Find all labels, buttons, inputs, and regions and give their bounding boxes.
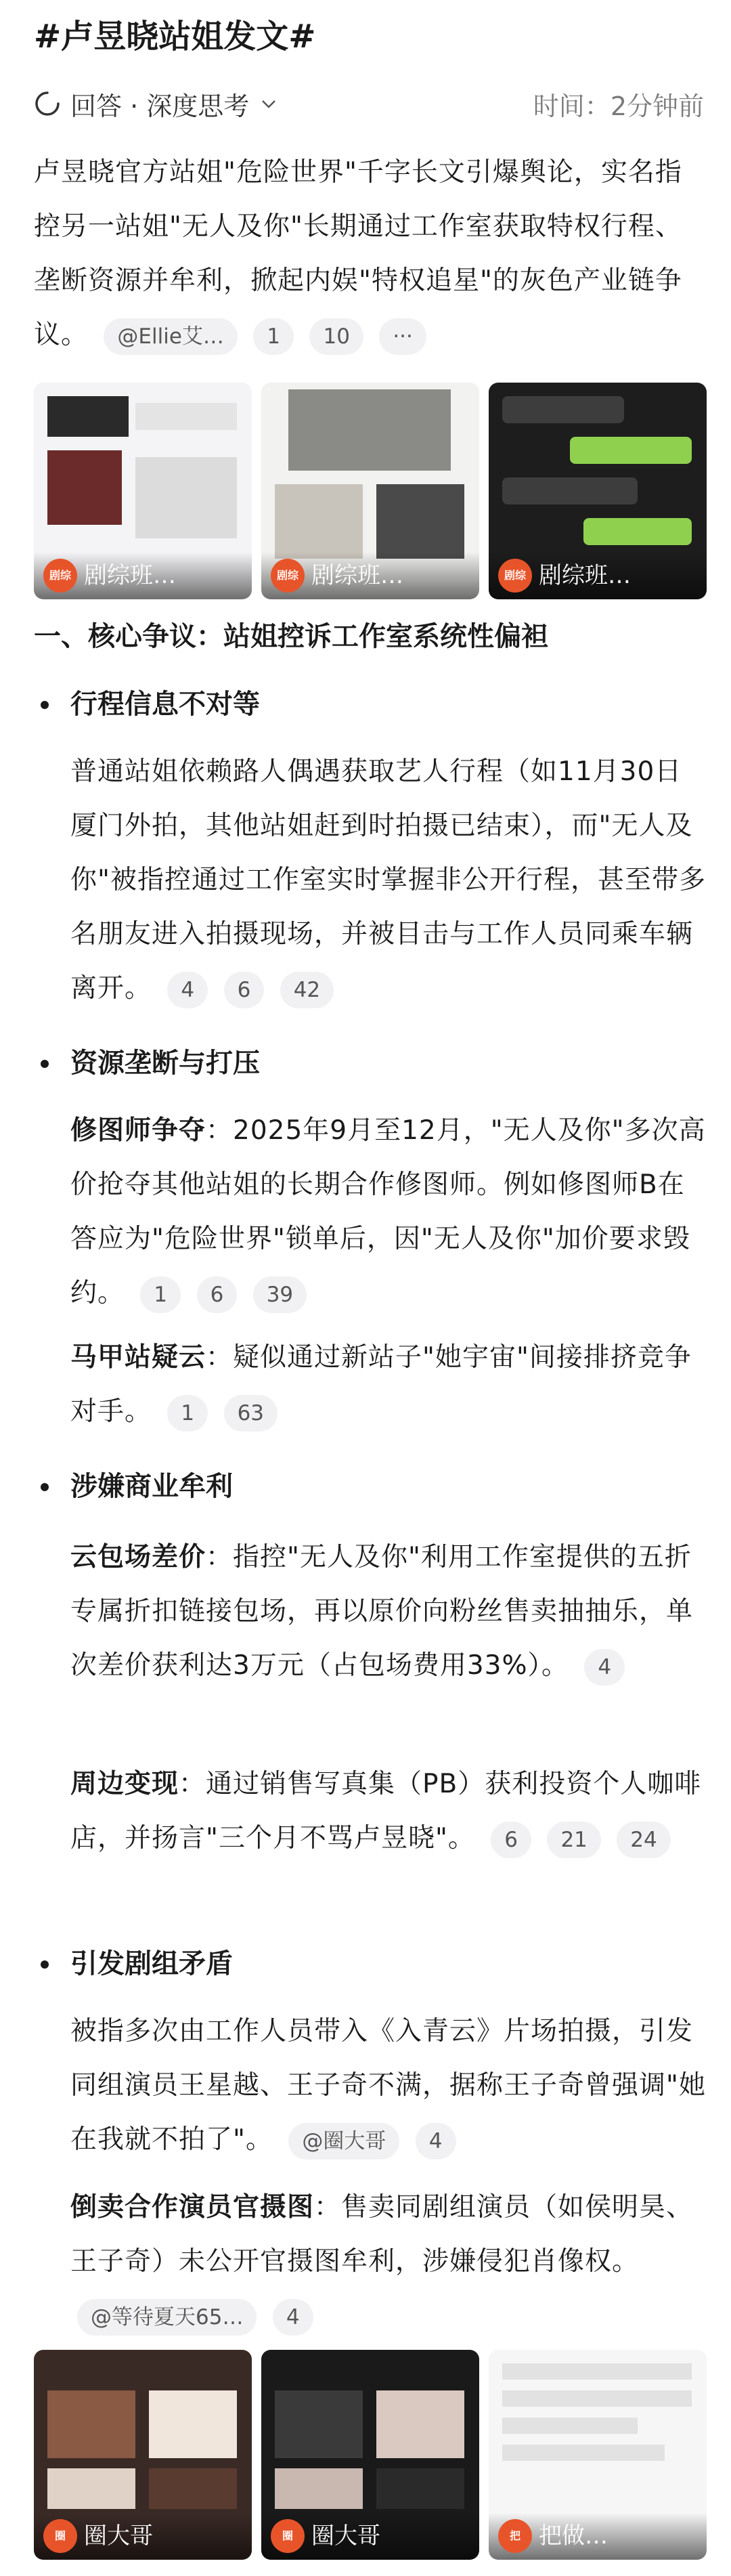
citation-chip[interactable]: 4 <box>167 972 208 1008</box>
source-avatar: 圈 <box>271 2519 305 2553</box>
citation-chip[interactable]: 10 <box>309 318 363 355</box>
citation-chip[interactable]: 4 <box>273 2299 313 2336</box>
citation-chip[interactable]: 4 <box>416 2123 456 2160</box>
bullet-paragraph: 修图师争夺：2025年9月至12月，"无人及你"多次高价抢夺其他站姐的长期合作修图师。例如修图师B在答应为"危险世界"锁单后，因"无人及你"加价要求毁约。 1 6 39 <box>70 1104 707 1321</box>
bullet-paragraph: 云包场差价：指控"无人及你"利用工作室提供的五折专属折扣链接包场，再以原价向粉丝售卖抽抽乐，单次差价获利达3万元（占包场费用33%）。 4 <box>70 1530 707 1693</box>
image-gallery <box>34 2350 731 2560</box>
timestamp: 时间：2分钟前 <box>533 91 704 121</box>
answer-mode-label[interactable]: 回答 · 深度思考 <box>70 91 250 121</box>
source-avatar: 剧综 <box>43 559 77 593</box>
more-chip[interactable]: ··· <box>379 318 426 355</box>
bullet-heading: 行程信息不对等 <box>41 681 260 728</box>
source-avatar: 把 <box>498 2519 532 2553</box>
citation-chip[interactable]: 6 <box>224 972 265 1008</box>
bullet-paragraph: 马甲站疑云：疑似通过新站子"她宇宙"间接排挤竞争对手。 1 63 <box>70 1331 707 1439</box>
bullet-paragraph: 被指多次由工作人员带入《入青云》片场拍摄，引发同组演员王星越、王子奇不满，据称王子奇曾强调"她在我就不拍了"。 @圈大哥 4 <box>70 2004 707 2167</box>
bullet-heading: 资源垄断与打压 <box>41 1039 260 1087</box>
gallery-thumbnail[interactable] <box>489 2350 707 2560</box>
chevron-down-icon[interactable] <box>259 93 279 114</box>
page-title: #卢昱晓站姐发文# <box>34 18 316 56</box>
thumbnail-source: 圈大哥 <box>84 2523 153 2550</box>
gallery-thumbnail[interactable] <box>34 2350 252 2560</box>
citation-chip[interactable]: 1 <box>140 1276 181 1313</box>
source-avatar: 圈 <box>43 2519 77 2553</box>
intro-paragraph: 卢昱晓官方站姐"危险世界"千字长文引爆舆论，实名指控另一站姐"无人及你"长期通过工作室获取特权行程、垄断资源并牟利，掀起内娱"特权追星"的灰色产业链争议。 @Ellie艾… 1 10 ··· <box>34 146 704 362</box>
loading-spinner-icon <box>34 90 61 117</box>
bullet-paragraph: 周边变现：通过销售写真集（PB）获利投资个人咖啡店，并扬言"三个月不骂卢昱晓"。 6 21 24 <box>70 1757 707 1866</box>
section-heading: 一、核心争议：站姐控诉工作室系统性偏袒 <box>34 621 548 652</box>
source-chip[interactable]: @等待夏天65… <box>77 2299 257 2336</box>
bullet-heading: 涉嫌商业牟利 <box>41 1463 233 1510</box>
gallery-thumbnail[interactable] <box>34 383 252 599</box>
answer-meta-bar <box>34 80 704 127</box>
citation-chip[interactable]: 1 <box>253 318 294 355</box>
source-avatar: 剧综 <box>498 559 532 593</box>
citation-chip[interactable]: 24 <box>617 1822 670 1858</box>
citation-chip[interactable]: 63 <box>224 1395 278 1432</box>
gallery-thumbnail[interactable] <box>489 383 707 599</box>
citation-chip[interactable]: 6 <box>197 1276 238 1313</box>
bullet-paragraph: 普通站姐依赖路人偶遇获取艺人行程（如11月30日厦门外拍，其他站姐赶到时拍摄已结束），而"无人及你"被指控通过工作室实时掌握非公开行程，甚至带多名朋友进入拍摄现场，并被目击与工作人员同乘车辆离开。 4 6 42 <box>70 745 707 1016</box>
thumbnail-source: 剧综班… <box>311 562 403 589</box>
gallery-thumbnail[interactable] <box>261 2350 479 2560</box>
source-chip[interactable]: @Ellie艾… <box>104 318 238 355</box>
citation-chip[interactable]: 21 <box>547 1822 600 1858</box>
citation-chip[interactable]: 1 <box>167 1395 208 1432</box>
citation-chip[interactable]: 42 <box>280 972 334 1008</box>
bullet-heading: 引发剧组矛盾 <box>41 1940 233 1988</box>
source-avatar: 剧综 <box>271 559 305 593</box>
bullet-paragraph: 倒卖合作演员官摄图：售卖同剧组演员（如侯明昊、王子奇）未公开官摄图牟利，涉嫌侵犯肖像权。 @等待夏天65… 4 <box>70 2181 707 2343</box>
thumbnail-source: 剧综班… <box>539 562 631 589</box>
thumbnail-source: 剧综班… <box>84 562 176 589</box>
citation-chip[interactable]: 4 <box>584 1649 625 1686</box>
thumbnail-source: 把做… <box>539 2523 608 2550</box>
citation-chip[interactable]: 39 <box>253 1276 307 1313</box>
thumbnail-source: 圈大哥 <box>311 2523 380 2550</box>
gallery-thumbnail[interactable] <box>261 383 479 599</box>
image-gallery <box>34 383 731 599</box>
source-chip[interactable]: @圈大哥 <box>288 2123 399 2160</box>
citation-chip[interactable]: 6 <box>491 1822 531 1858</box>
